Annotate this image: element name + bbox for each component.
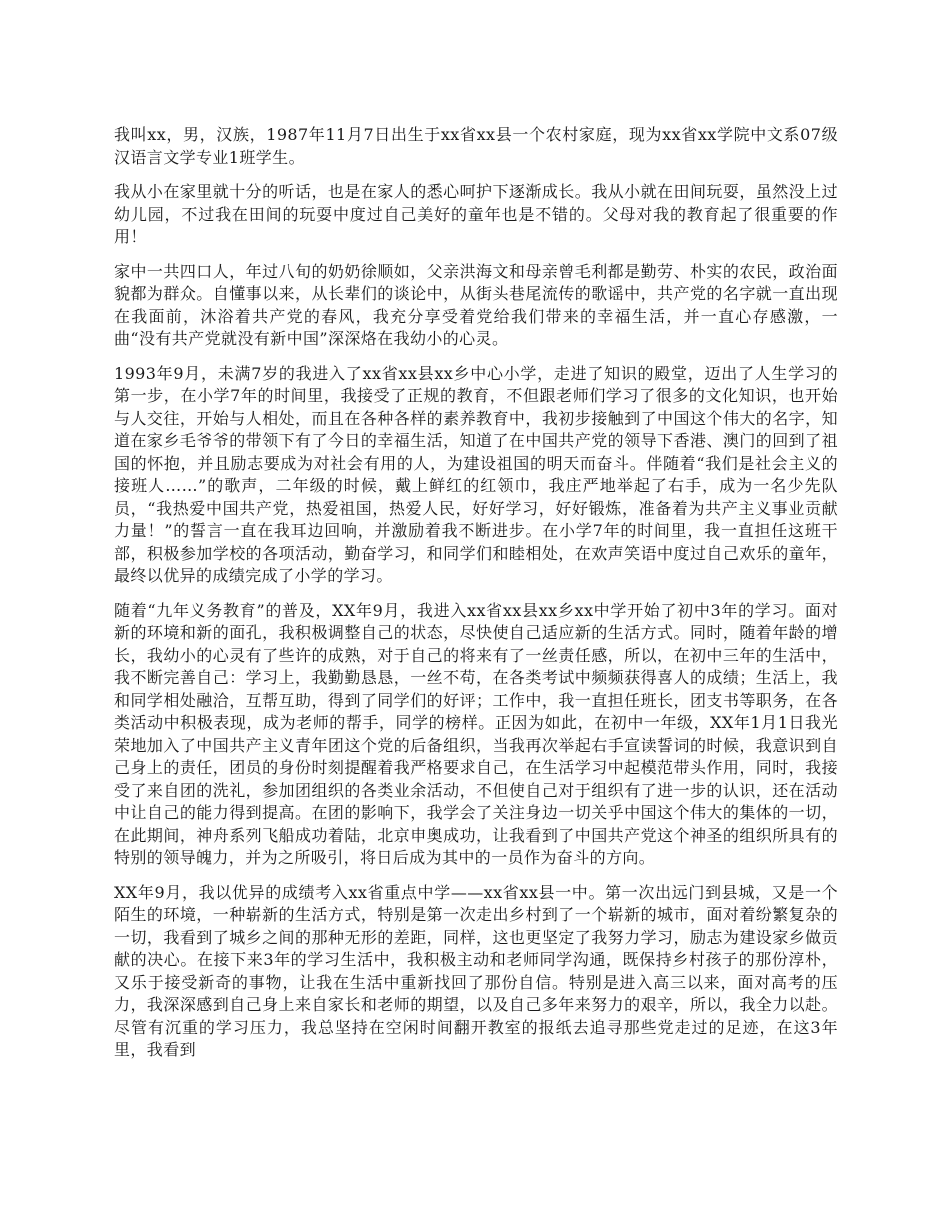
paragraph-3: 家中一共四口人，年过八旬的奶奶徐顺如，父亲洪海文和母亲曾毛利都是勤劳、朴实的农民，政治面貌都为群众。自懂事以来，从长辈们的谈论中，从街头巷尾流传的歌谣中，共产党的名字就一直出现在我面前，沐浴着共产党的春风，我充分享受着党给我们带来的幸福生活，并一直心存感激，一曲“没有共产党就没有新中国”深深烙在我幼小的心灵。 [114, 261, 838, 348]
paragraph-4: 1993年9月，未满7岁的我进入了xx省xx县xx乡中心小学，走进了知识的殿堂，迈出了人生学习的第一步，在小学7年的时间里，我接受了正规的教育，不但跟老师们学习了很多的文化知识，也开始与人交往，开始与人相处，而且在各种各样的素养教育中，我初步接触到了中国这个伟大的名字，知道在家乡毛爷爷的带领下有了今日的幸福生活，知道了在中国共产党的领导下香港、澳门的回到了祖国的怀抱，并且励志要成为对社会有用的人，为建设祖国的明天而奋斗。伴随着“我们是社会主义的接班人……”的歌声，二年级的时候，戴上鲜红的红领巾，我庄严地举起了右手，成为一名少先队员，“我热爱中国共产党，热爱祖国，热爱人民，好好学习，好好锻炼，准备着为共产主义事业贡献力量！”的誓言一直在我耳边回响，并激励着我不断进步。在小学7年的时间里，我一直担任这班干部，积极参加学校的各项活动，勤奋学习，和同学们和睦相处，在欢声笑语中度过自己欢乐的童年，最终以优异的成绩完成了小学的学习。 [114, 363, 838, 585]
paragraph-1: 我叫xx，男，汉族，1987年11月7日出生于xx省xx县一个农村家庭，现为xx省xx学院中文系07级汉语言文学专业1班学生。 [114, 125, 838, 167]
paragraph-5: 随着“九年义务教育”的普及，XX年9月，我进入xx省xx县xx乡xx中学开始了初中3年的学习。面对新的环境和新的面孔，我积极调整自己的状态，尽快使自己适应新的生活方式。同时，随着年龄的增长，我幼小的心灵有了些许的成熟，对于自己的将来有了一丝责任感，所以，在初中三年的生活中，我不断完善自己：学习上，我勤勤恳恳，一丝不苟，在各类考试中频频获得喜人的成绩；生活上，我和同学相处融洽，互帮互助，得到了同学们的好评；工作中，我一直担任班长，团支书等职务，在各类活动中积极表现，成为老师的帮手，同学的榜样。正因为如此，在初中一年级，XX年1月1日我光荣地加入了中国共产主义青年团这个党的后备组织，当我再次举起右手宣读誓词的时候，我意识到自己身上的责任，团员的身份时刻提醒着我严格要求自己，在生活学习中起模范带头作用，同时，我接受了来自团的洗礼，参加团组织的各类业余活动，不但使自己对于组织有了进一步的认识，还在活动中让自己的能力得到提高。在团的影响下，我学会了关注身边一切关乎中国这个伟大的集体的一切，在此期间，神舟系列飞船成功着陆，北京申奥成功，让我看到了中国共产党这个神圣的组织所具有的特别的领导魄力，并为之所吸引，将日后成为其中的一员作为奋斗的方向。 [114, 600, 838, 867]
document-body [114, 124, 838, 1074]
paragraph-2: 我从小在家里就十分的听话，也是在家人的悉心呵护下逐渐成长。我从小就在田间玩耍，虽然没上过幼儿园，不过我在田间的玩耍中度过自己美好的童年也是不错的。父母对我的教育起了很重要的作用！ [114, 182, 838, 246]
paragraph-6: XX年9月，我以优异的成绩考入xx省重点中学——xx省xx县一中。第一次出远门到县城，又是一个陌生的环境，一种崭新的生活方式，特别是第一次走出乡村到了一个崭新的城市，面对着纷繁复杂的一切，我看到了城乡之间的那种无形的差距，同样，这也更坚定了我努力学习，励志为建设家乡做贡献的决心。在接下来3年的学习生活中，我积极主动和老师同学沟通，既保持乡村孩子的那份淳朴，又乐于接受新奇的事物，让我在生活中重新找回了那份自信。特别是进入高三以来，面对高考的压力，我深深感到自己身上来自家长和老师的期望，以及自己多年来努力的艰辛，所以，我全力以赴。尽管有沉重的学习压力，我总坚持在空闲时间翻开教室的报纸去追寻那些党走过的足迹，在这3年里，我看到 [114, 882, 838, 1059]
